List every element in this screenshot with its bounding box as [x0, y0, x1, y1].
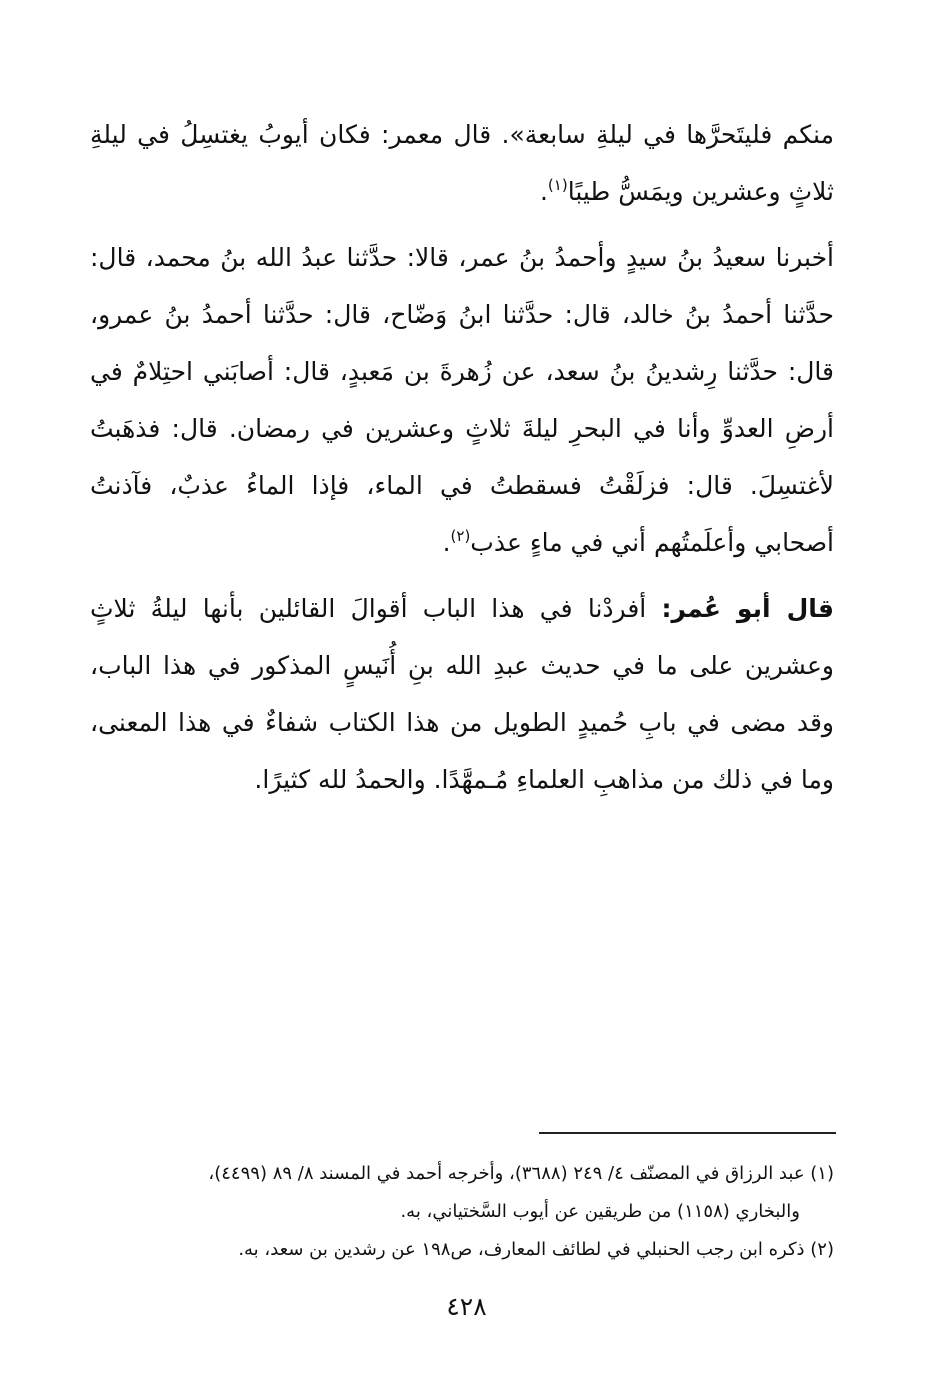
footnote-ref-1: (١): [547, 176, 568, 194]
paragraph-2-text: أخبرنا سعيدُ بنُ سيدٍ وأحمدُ بنُ عمر، قالا: حدَّثنا عبدُ الله بنُ محمد، قال: حدَّثنا أحمدُ بنُ خالد، قال: حدَّثنا ابنُ وَضّاح، قال: حدَّثنا أحمدُ بنُ عمرو، قال: حدَّثنا رِشدينُ بنُ سعد، عن زُهرةَ بن مَعبدٍ، قال: أصابَني احتِلامٌ في أرضِ العدوِّ وأنا في البحرِ ليلةَ ثلاثٍ وعشرين في رمضان. قال: فذهَبتُ لأغتسِلَ. قال: فزلَقْتُ فسقطتُ في الماء، فإذا الماءُ عذبٌ، فآذنتُ أصحابي وأعلَمتُهم أني في ماءٍ عذب: [90, 243, 834, 557]
paragraph-3-text: أفردْنا في هذا الباب أقوالَ القائلين بأنها ليلةُ ثلاثٍ وعشرين على ما في حديث عبدِ الله بنِ أُنَيسٍ المذكور في هذا الباب، وقد مضى في بابِ حُميدٍ الطويل من هذا الكتاب شفاءٌ في هذا المعنى، وما في ذلك من مذاهبِ العلماءِ مُـمهَّدًا. والحمدُ لله كثيرًا.: [90, 594, 834, 794]
footnote-1-line-2: والبخاري (١١٥٨) من طريقين عن أيوب السَّختياني، به.: [400, 1201, 800, 1222]
footnote-2-line-1: (٢) ذكره ابن رجب الحنبلي في لطائف المعارف، ص١٩٨ عن رشدين بن سعد، به.: [238, 1239, 834, 1260]
footnotes: [90, 1155, 834, 1269]
paragraph-1: [90, 106, 834, 220]
page-number: ٤٢٨: [446, 1292, 487, 1321]
footnote-separator: [539, 1132, 836, 1134]
main-text: [90, 106, 834, 808]
paragraph-1-text: منكم فليتَحرَّها في ليلةِ سابعة». قال معمر: فكان أيوبُ يغتسِلُ في ليلةِ ثلاثٍ وعشرين ويمَسُّ طيبًا: [90, 120, 834, 206]
paragraph-2: [90, 229, 834, 571]
paragraph-1-tail: .: [539, 177, 548, 206]
paragraph-3-lead: قال أبو عُمر:: [661, 594, 835, 623]
footnote-1-line-1: (١) عبد الرزاق في المصنّف ٤/ ٢٤٩ (٣٦٨٨)، وأخرجه أحمد في المسند ٨/ ٨٩ (٤٤٩٩)،: [208, 1163, 834, 1184]
paragraph-3: [90, 580, 834, 808]
paragraph-2-tail: .: [442, 528, 451, 557]
footnote-ref-2: (٢): [450, 527, 471, 545]
